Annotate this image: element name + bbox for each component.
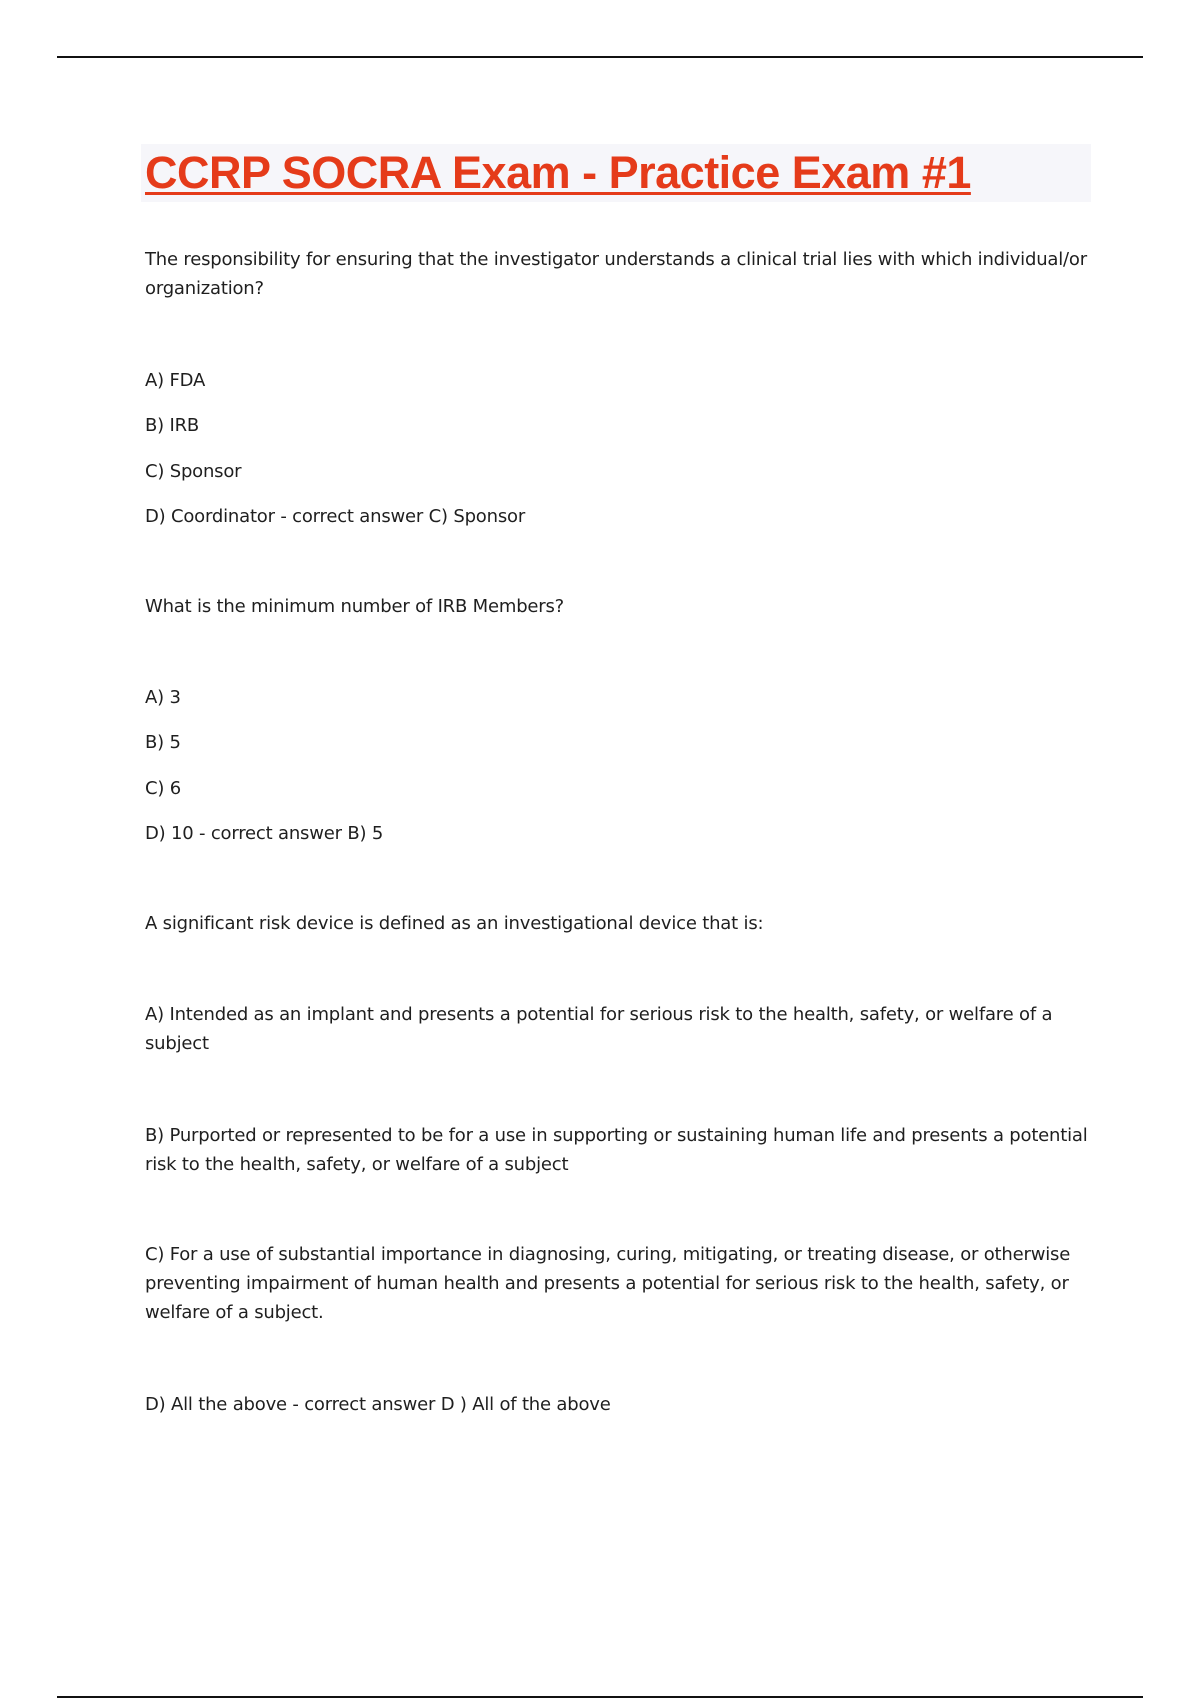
question-1-option-d-answer: D) Coordinator - correct answer C) Sponsor: [145, 506, 526, 527]
question-3-option-a: A) Intended as an implant and presents a potential for serious risk to the health, safety, or welfare of a subject: [145, 1004, 1053, 1054]
question-2-option-b: B) 5: [145, 732, 181, 753]
question-3-option-d-answer: D) All the above - correct answer D ) All of the above: [145, 1394, 611, 1415]
question-2-text: What is the minimum number of IRB Members?: [145, 596, 565, 617]
bottom-rule: [57, 1696, 1143, 1698]
question-2-option-c: C) 6: [145, 778, 181, 799]
question-1-option-b: B) IRB: [145, 415, 200, 436]
question-3-option-b: B) Purported or represented to be for a use in supporting or sustaining human life and presents a potential risk to the health, safety, or welfare of a subject: [145, 1125, 1088, 1175]
question-1-text: The responsibility for ensuring that the investigator understands a clinical trial lies with which individual/or organization?: [145, 249, 1087, 299]
question-2-option-a: A) 3: [145, 687, 181, 708]
question-1-option-a: A) FDA: [145, 370, 206, 391]
top-rule: [57, 56, 1143, 58]
document-title: CCRP SOCRA Exam - Practice Exam #1: [145, 147, 971, 198]
question-2-option-d-answer: D) 10 - correct answer B) 5: [145, 823, 384, 844]
question-1-option-c: C) Sponsor: [145, 461, 242, 482]
title-banner: [141, 144, 1091, 202]
question-3-text: A significant risk device is defined as an investigational device that is:: [145, 913, 764, 934]
question-3-option-c: C) For a use of substantial importance in diagnosing, curing, mitigating, or treating disease, or otherwise preventing impairment of human health and presents a potential for serious risk to the health, safety, or welfare of a subject.: [145, 1244, 1071, 1323]
